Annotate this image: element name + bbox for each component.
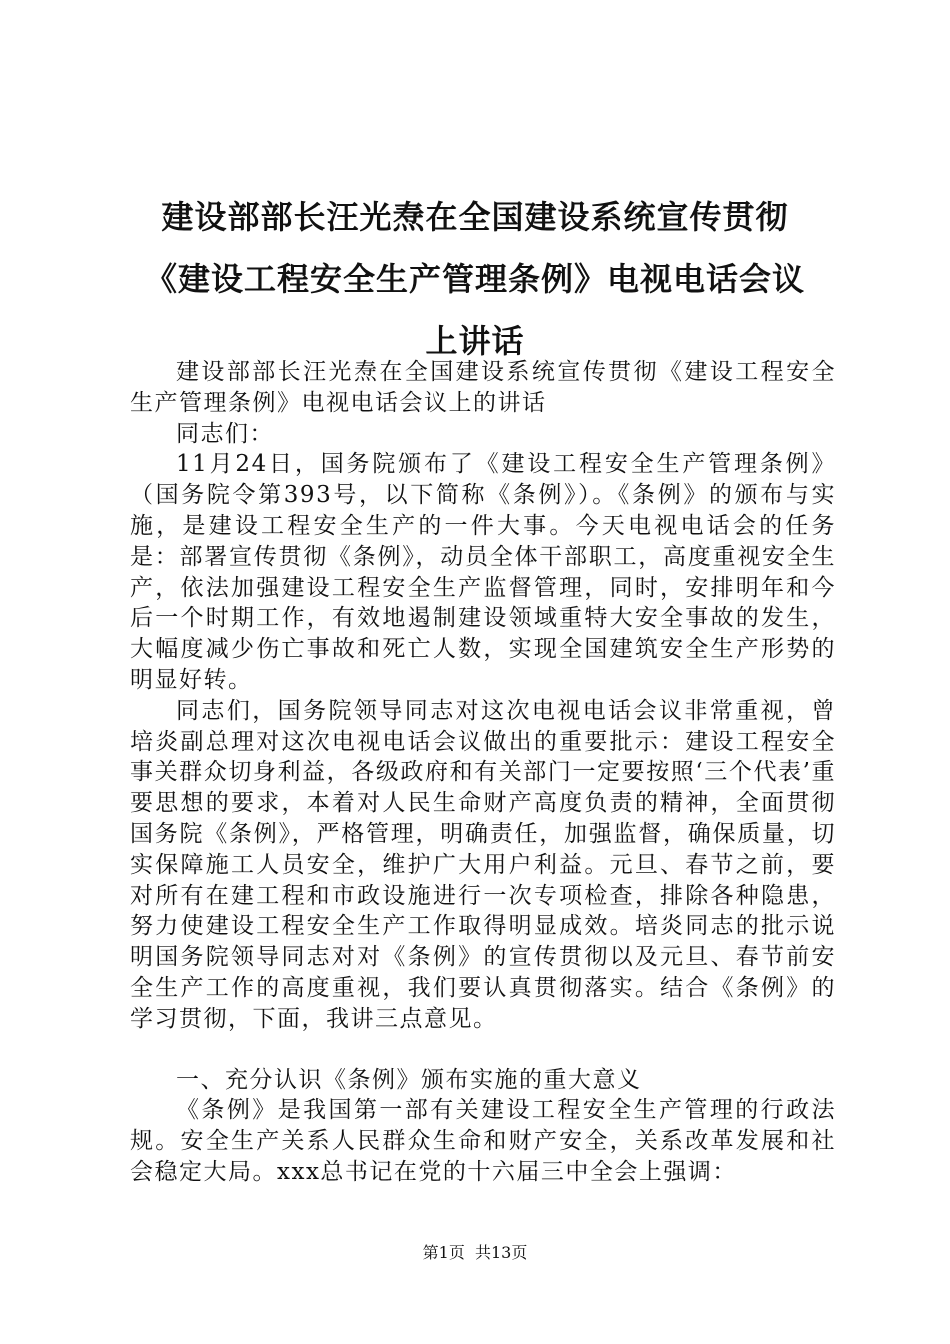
document-body xyxy=(130,357,836,1188)
title-line-1: 建设部部长汪光焘在全国建设系统宣传贯彻 xyxy=(161,198,789,236)
document-title xyxy=(110,186,840,372)
title-line-3: 上讲话 xyxy=(425,322,525,360)
intro-paragraph: 建设部部长汪光焘在全国建设系统宣传贯彻《建设工程安全生产管理条例》电视电话会议上的讲话 xyxy=(130,359,836,416)
paragraph-1: 11月24日，国务院颁布了《建设工程安全生产管理条例》（国务院令第393号，以下简称《条例》）。《条例》的颁布与实施，是建设工程安全生产的一件大事。今天电视电话会的任务是：部署宣传贯彻《条例》，动员全体干部职工，高度重视安全生产，依法加强建设工程安全生产监督管理，同时，安排明年和今后一个时期工作，有效地遏制建设领域重特大安全事故的发生，大幅度减少伤亡事故和死亡人数，实现全国建筑安全生产形势的明显好转。 xyxy=(130,451,836,693)
greeting: 同志们： xyxy=(176,420,274,447)
section-heading-1: 一、充分认识《条例》颁布实施的重大意义 xyxy=(176,1066,642,1093)
page-number: 第1页 共13页 xyxy=(422,1243,528,1262)
paragraph-3: 《条例》是我国第一部有关建设工程安全生产管理的行政法规。安全生产关系人民群众生命和财产安全，关系改革发展和社会稳定大局。xxx总书记在党的十六届三中全会上强调： xyxy=(130,1097,836,1185)
paragraph-2: 同志们，国务院领导同志对这次电视电话会议非常重视，曾培炎副总理对这次电视电话会议做出的重要批示：建设工程安全事关群众切身利益，各级政府和有关部门一定要按照‘三个代表’重要思想的要求，本着对人民生命财产高度负责的精神，全面贯彻国务院《条例》，严格管理，明确责任，加强监督，确保质量，切实保障施工人员安全，维护广大用户利益。元旦、春节之前，要对所有在建工程和市政设施进行一次专项检查，排除各种隐患，努力使建设工程安全生产工作取得明显成效。培炎同志的批示说明国务院领导同志对对《条例》的宣传贯彻以及元旦、春节前安全生产工作的高度重视，我们要认真贯彻落实。结合《条例》的学习贯彻，下面，我讲三点意见。 xyxy=(130,697,836,1032)
page-footer xyxy=(0,1243,950,1263)
title-line-2: 《建设工程安全生产管理条例》电视电话会议 xyxy=(144,260,805,298)
